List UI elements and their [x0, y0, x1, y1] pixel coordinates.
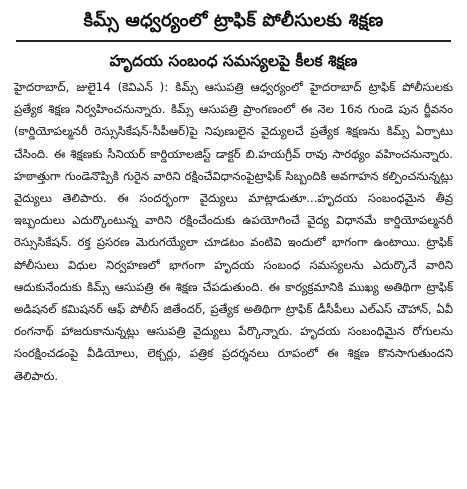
subheadline: హృదయ సంబంధ సమస్యలపై కీలక శిక్షణ [109, 52, 358, 70]
article-text: కిమ్స్ ఆసుపత్రి ఆధ్వర్యంలో హైదరాబాద్ ట్రాఫిక్ పోలీసులకు ప్రత్యేక శిక్షణ నిర్వహించనున్నారు. కిమ్స్ ఆసుపత్రి ప్రాంగణంలో ఈ నెల 16న గుండె పున ర్జీవనం (కార్డియోపల్మనరీ రెస్సుసికేషన్-సీపీఆర్)పై నిపుణులైన వైద్యులచే ప్రత్యేక శిక్షణను కిమ్స్ ఏర్పాటు చేసింది. ఈ శిక్షణకు సీనియర్ కార్డియాలజిస్ట్ డాక్టర్ బి.హయగ్రీవ్ రావు సారథ్యం వహించనున్నారు. హఠాత్తుగా గుండెనొప్పికి గురైన వారిని రక్షించేవిధానంపైట్రాఫిక్ సిబ్బందికి అవగాహన కల్పించనున్నట్లు వైద్యులు తెలిపారు. ఈ సందర్భంగా వైద్యులు మాట్లాడుతూ...హృదయ సంబంధమైన తీవ్ర ఇబ్బందులు ఎదుర్కొంటున్న వారిని రక్షించేందుకు ఉపయోగించే వైద్య విధానమే కార్డియోపల్మనరీ రెస్సుసికేషన్. రక్త ప్రసరణ మెరుగయ్యేలా చూడటం వంటివి ఇందులో భాగంగా ఉంటాయి. ట్రాఫిక్ పోలీసులు విధుల నిర్వహణలో భాగంగా హృదయ సంబంధ సమస్యలను ఎదుర్కొనే వారిని ఆదుకునేందుకు కిమ్స్ ఆసుపత్రి ఈ శిక్షణ చేపడుతుంది. ఈ కార్యక్రమానికి ముఖ్య అతిథిగా ట్రాఫిక్ అడిషనల్ కమిషనర్ ఆఫ్ పోలీస్ జితేందర్, ప్రత్యేక అతిథిగా ట్రాఫిక్ డీసీపీలు ఎల్ఎస్ చౌహాన్, ఏవీ రంగనాథ్ హాజరుకానున్నట్లు ఆసుపత్రి వైద్యులు పేర్కొన్నారు. హృదయ సంబంధిమైన రోగులను సంరక్షించడంపై వీడియోలు, లెక్చర్లు, పత్రిక ప్రదర్శనలు రూపంలో ఈ శిక్షణ కొనసాగుతుందని తెలిపారు. [14, 80, 453, 383]
headline: కిమ్స్ ఆధ్వర్యంలో ట్రాఫిక్ పోలీసులకు శిక్షణ [83, 10, 384, 31]
headline-divider [16, 40, 451, 42]
dateline: హైదరాబాద్, జులై14 (కెవిఎన్ ): [14, 80, 169, 94]
article-body [14, 76, 453, 387]
